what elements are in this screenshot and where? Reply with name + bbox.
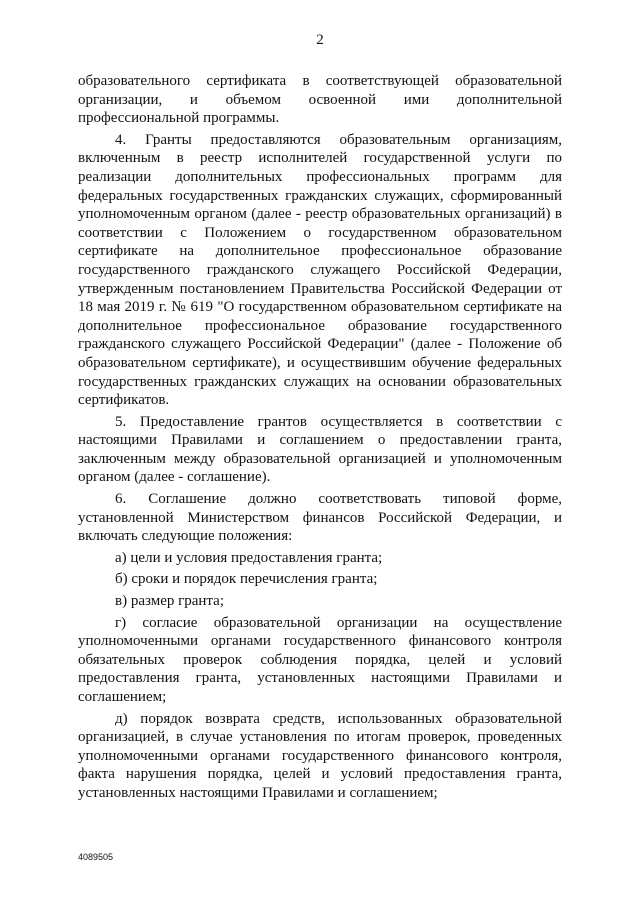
page-number: 2 [316,32,324,48]
document-body [78,72,562,803]
paragraph-item-6: 6. Соглашение должно соответствовать типовой форме, установленной Министерством финансов Российской Федерации, и включать следующие положения: [78,491,562,545]
paragraph-continuation: образовательного сертификата в соответствующей образовательной организации, и объемом освоенной ими дополнительной профессиональной программы. [78,73,562,127]
subitem-g: г) согласие образовательной организации на осуществление уполномоченными органами государственного финансового контроля обязательных проверок соблюдения порядка, целей и условий предоставления гранта, установленных настоящими Правилами и соглашением; [78,614,562,705]
subitem-v: в) размер гранта; [115,593,224,610]
paragraph-item-5: 5. Предоставление грантов осуществляется в соответствии с настоящими Правилами и соглашением о предоставлении гранта, заключенным между образовательной организацией и уполномоченным органом (далее - соглашение). [78,413,562,486]
subitem-d: д) порядок возврата средств, использованных образовательной организацией, в случае установления по итогам проверок, проведенных уполномоченными органами государственного финансового контроля, факта нарушения порядка, целей и условий предоставления гранта, установленных настоящими Правилами и соглашением; [78,710,562,801]
subitem-b: б) сроки и порядок перечисления гранта; [115,571,378,588]
subitem-a: а) цели и условия предоставления гранта; [115,549,383,566]
paragraph-item-4: 4. Гранты предоставляются образовательным организациям, включенным в реестр исполнителей государственной услуги по реализации дополнительных профессиональных программ для федеральных государственных гражданских служащих, сформированный уполномоченным органом (далее - реестр образовательных организаций) в соответствии с Положением о государственном образовательном сертификате на дополнительное профессиональное образование государственного гражданского служащего Российской Федерации, утвержденным постановлением Правительства Российской Федерации от 18 мая 2019 г. № 619 "О государственном образовательном сертификате на дополнительное профессиональное образование государственного гражданского служащего Российской Федерации" (далее - Положение об образовательном сертификате), и осуществившим обучение федеральных государственных гражданских служащих на основании образовательных сертификатов. [78,131,562,409]
document-code: 4089505 [78,852,114,862]
